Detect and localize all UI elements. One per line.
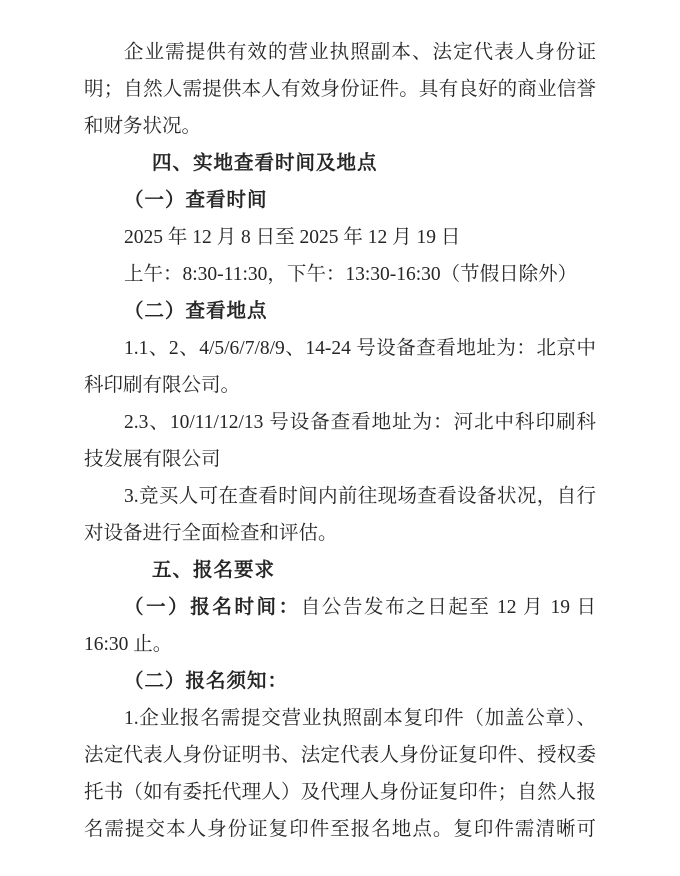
para-location-1: 1.1、2、4/5/6/7/8/9、14-24 号设备查看地址为：北京中科印刷有限公司。 [84, 338, 596, 396]
heading-view-location: （二）查看地点 [124, 301, 268, 322]
heading-view-time: （一）查看时间 [124, 190, 268, 211]
para-view-date: 2025 年 12 月 8 日至 2025 年 12 月 19 日 [124, 227, 461, 248]
para-qualification: 企业需提供有效的营业执照副本、法定代表人身份证明；自然人需提供本人有效身份证件。具有良好的商业信誉和财务状况。 [84, 42, 596, 137]
heading-section-5: 五、报名要求 [152, 559, 276, 581]
para-inspection-note: 3.竞买人可在查看时间内前往现场查看设备状况，自行对设备进行全面检查和评估。 [84, 486, 596, 544]
para-view-hours: 上午：8:30-11:30，下午：13:30-16:30（节假日除外） [124, 264, 578, 285]
signup-time-text: 自公告发布之日起至 12 月 19 日 16:30 止。 [84, 597, 596, 655]
heading-signup-notice: （二）报名须知： [124, 671, 289, 692]
para-location-2: 2.3、10/11/12/13 号设备查看地址为：河北中科印刷科技发展有限公司 [84, 412, 596, 470]
heading-section-4: 四、实地查看时间及地点 [152, 152, 378, 174]
para-signup-time [84, 589, 596, 663]
para-signup-requirements: 1.企业报名需提交营业执照副本复印件（加盖公章）、法定代表人身份证明书、法定代表人身份证复印件、授权委托书（如有委托代理人）及代理人身份证复印件；自然人报名需提交本人身份证复印件至报名地点。复印件需清晰可 [84, 708, 596, 840]
signup-time-label: （一）报名时间： [124, 597, 301, 618]
